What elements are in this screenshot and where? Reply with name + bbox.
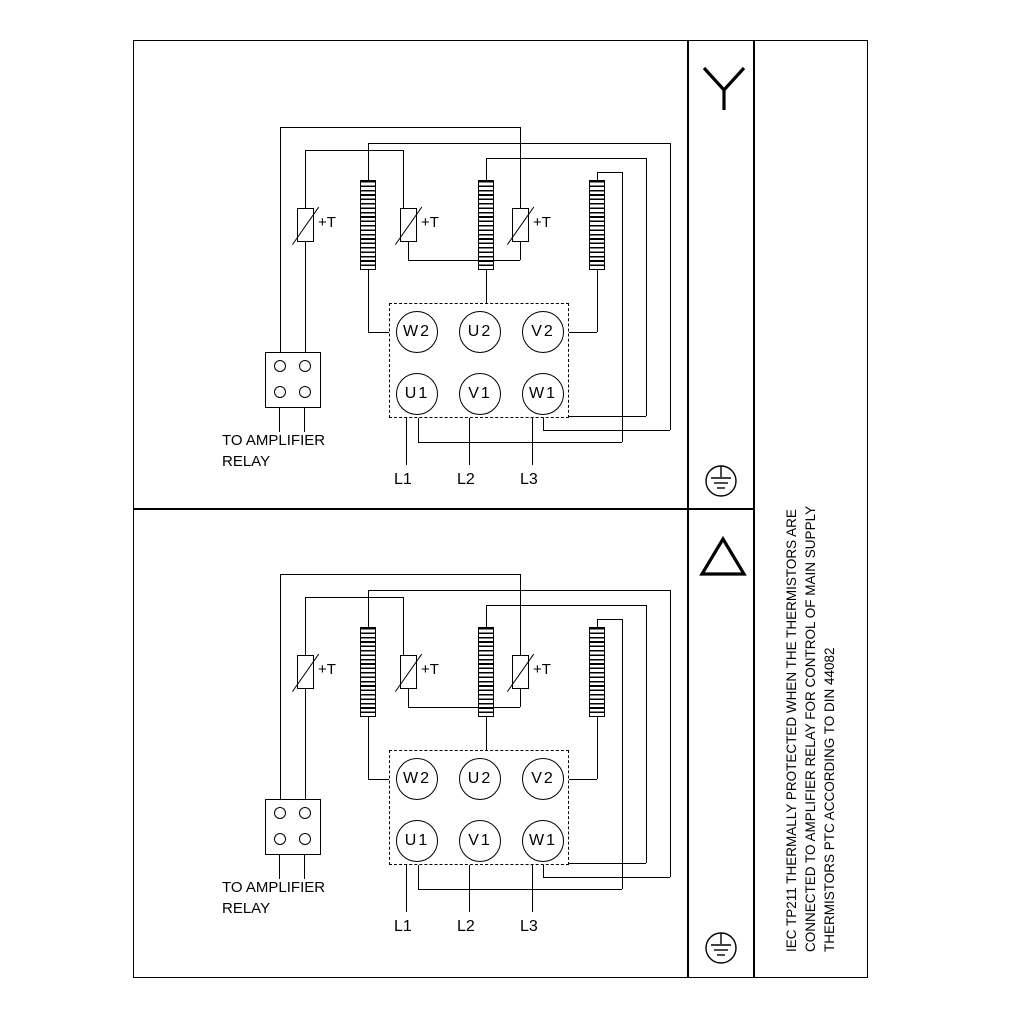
amplifier-label-line1-star: TO AMPLIFIER — [222, 432, 326, 449]
wire-coil1-down-star — [368, 270, 369, 332]
thermistor-2-label-delta: +T — [421, 661, 439, 678]
terminal-U2-star: U2 — [459, 311, 501, 353]
wire-coil2-right-delta — [646, 605, 647, 863]
terminal-dot — [299, 833, 311, 845]
terminal-W1-star: W1 — [522, 373, 564, 415]
terminal-dot — [274, 360, 286, 372]
thermistor-1-star — [297, 208, 314, 242]
wire-coil3-up-star — [597, 172, 598, 180]
wire-L3-star — [532, 415, 533, 465]
thermistor-2-star — [400, 208, 417, 242]
wire-ptc2-to-3-delta — [408, 707, 520, 708]
terminal-dot — [274, 386, 286, 398]
terminal-dot — [299, 386, 311, 398]
wire-coil1-bottom-return-delta — [543, 877, 670, 878]
wire-coil3-bottom-return-delta — [418, 889, 622, 890]
wire-ptc2-to-3-star — [408, 260, 520, 261]
wire-L2-delta — [469, 862, 470, 912]
thermistor-3-label-star: +T — [533, 214, 551, 231]
wire-coil3-down-star — [597, 270, 598, 332]
terminal-U1-star: U1 — [396, 373, 438, 415]
wire-coil3-up-delta — [597, 619, 598, 627]
phase-label-L3-delta: L3 — [520, 918, 538, 935]
wire-L3-delta — [532, 862, 533, 912]
thermistor-2-label-star: +T — [421, 214, 439, 231]
wire-coil1-top-star — [368, 143, 670, 144]
wire-coil2-right-star — [646, 158, 647, 416]
winding-coil-2-delta — [478, 627, 494, 717]
wire-coil3-down-delta — [597, 717, 598, 779]
earth-ground-icon-delta — [698, 925, 744, 971]
wire-coil1-right-delta — [670, 590, 671, 877]
wire-ptc2-top-delta — [403, 597, 404, 655]
wire-to-U1-delta — [418, 862, 419, 889]
wire-coil3-top-delta — [597, 619, 622, 620]
wire-coil1-up-delta — [368, 590, 369, 627]
amplifier-terminal-block-star — [265, 352, 321, 408]
wire-ptc1-top-delta — [305, 597, 306, 655]
thermistor-3-label-delta: +T — [533, 661, 551, 678]
wire-coil1-up-star — [368, 143, 369, 180]
wire-coil2-up-delta — [486, 605, 487, 627]
terminal-V1-star: V1 — [459, 373, 501, 415]
delta-triangle-icon — [698, 534, 748, 578]
wire-coil2-up-star — [486, 158, 487, 180]
wire-L2-star — [469, 415, 470, 465]
thermistor-1-label-star: +T — [318, 214, 336, 231]
wire-ptc2-bottom-delta — [408, 689, 409, 707]
wire-coil3-bottom-return-star — [418, 442, 622, 443]
wire-ptc3-bottom-star — [520, 242, 521, 260]
wire-ptc-bus-top-star — [280, 127, 520, 128]
winding-coil-2-star — [478, 180, 494, 270]
wire-coil2-top-star — [486, 158, 646, 159]
winding-coil-3-star — [589, 180, 605, 270]
wire-coil1-top-delta — [368, 590, 670, 591]
amplifier-label-line2-star: RELAY — [222, 453, 271, 470]
wire-ptc2-bottom-star — [408, 242, 409, 260]
thermistor-1-label-delta: +T — [318, 661, 336, 678]
thermistor-2-delta — [400, 655, 417, 689]
wire-ptc1-top-star — [305, 150, 306, 208]
wire-amp-out-1-star — [279, 408, 280, 432]
winding-coil-1-star — [360, 180, 376, 270]
wire-coil3-top-star — [597, 172, 622, 173]
side-note-line3: THERMISTORS PTC ACCORDING TO DIN 44082 — [822, 647, 837, 952]
winding-coil-1-delta — [360, 627, 376, 717]
wire-ptc-bus-left-delta — [280, 574, 281, 808]
wire-L1-star — [406, 415, 407, 465]
winding-coil-3-delta — [589, 627, 605, 717]
wire-ptc1-bottom-star — [305, 242, 306, 361]
terminal-W1-delta: W1 — [522, 820, 564, 862]
star-y-icon — [698, 62, 750, 114]
wire-amp-out-2-delta — [304, 855, 305, 879]
panel-delta-symbol-divider — [687, 509, 689, 978]
wire-ptc1-link-top-star — [305, 150, 403, 151]
phase-label-L2-delta: L2 — [457, 918, 475, 935]
wire-coil1-right-star — [670, 143, 671, 430]
wire-coil2-top-delta — [486, 605, 646, 606]
phase-label-L3-star: L3 — [520, 471, 538, 488]
terminal-dot — [274, 833, 286, 845]
wire-ptc3-top-delta — [520, 574, 521, 655]
wire-coil1-bottom-return-star — [543, 430, 670, 431]
terminal-W2-delta: W2 — [396, 758, 438, 800]
wire-ptc3-bottom-delta — [520, 689, 521, 707]
side-note-line2: CONNECTED TO AMPLIFIER RELAY FOR CONTROL OF MAIN SUPPLY — [803, 505, 818, 952]
terminal-V2-star: V2 — [522, 311, 564, 353]
terminal-V2-delta: V2 — [522, 758, 564, 800]
terminal-dot — [274, 807, 286, 819]
terminal-U2-delta: U2 — [459, 758, 501, 800]
wire-amp-out-1-delta — [279, 855, 280, 879]
phase-label-L2-star: L2 — [457, 471, 475, 488]
phase-label-L1-star: L1 — [394, 471, 412, 488]
thermistor-1-delta — [297, 655, 314, 689]
earth-ground-icon-star — [698, 458, 744, 504]
wire-ptc-bus-top-delta — [280, 574, 520, 575]
amplifier-label-line1-delta: TO AMPLIFIER — [222, 879, 326, 896]
terminal-dot — [299, 360, 311, 372]
terminal-dot — [299, 807, 311, 819]
amplifier-label-line2-delta: RELAY — [222, 900, 271, 917]
thermistor-3-delta — [512, 655, 529, 689]
side-note-block — [760, 40, 868, 978]
panel-star-symbol-divider — [687, 40, 689, 509]
wire-to-U1-star — [418, 415, 419, 442]
wire-L1-delta — [406, 862, 407, 912]
wire-amp-out-2-star — [304, 408, 305, 432]
wire-ptc1-link-top-delta — [305, 597, 403, 598]
wire-ptc-bus-left-star — [280, 127, 281, 361]
wire-ptc1-bottom-delta — [305, 689, 306, 808]
phase-label-L1-delta: L1 — [394, 918, 412, 935]
terminal-U1-delta: U1 — [396, 820, 438, 862]
amplifier-terminal-block-delta — [265, 799, 321, 855]
thermistor-3-star — [512, 208, 529, 242]
wire-ptc2-top-star — [403, 150, 404, 208]
wire-coil3-right-star — [622, 172, 623, 442]
terminal-V1-delta: V1 — [459, 820, 501, 862]
wire-ptc3-top-star — [520, 127, 521, 208]
wire-coil1-down-delta — [368, 717, 369, 779]
terminal-W2-star: W2 — [396, 311, 438, 353]
side-note-line1: IEC TP211 THERMALLY PROTECTED WHEN THE THERMISTORS ARE — [784, 509, 799, 952]
wire-coil3-right-delta — [622, 619, 623, 889]
